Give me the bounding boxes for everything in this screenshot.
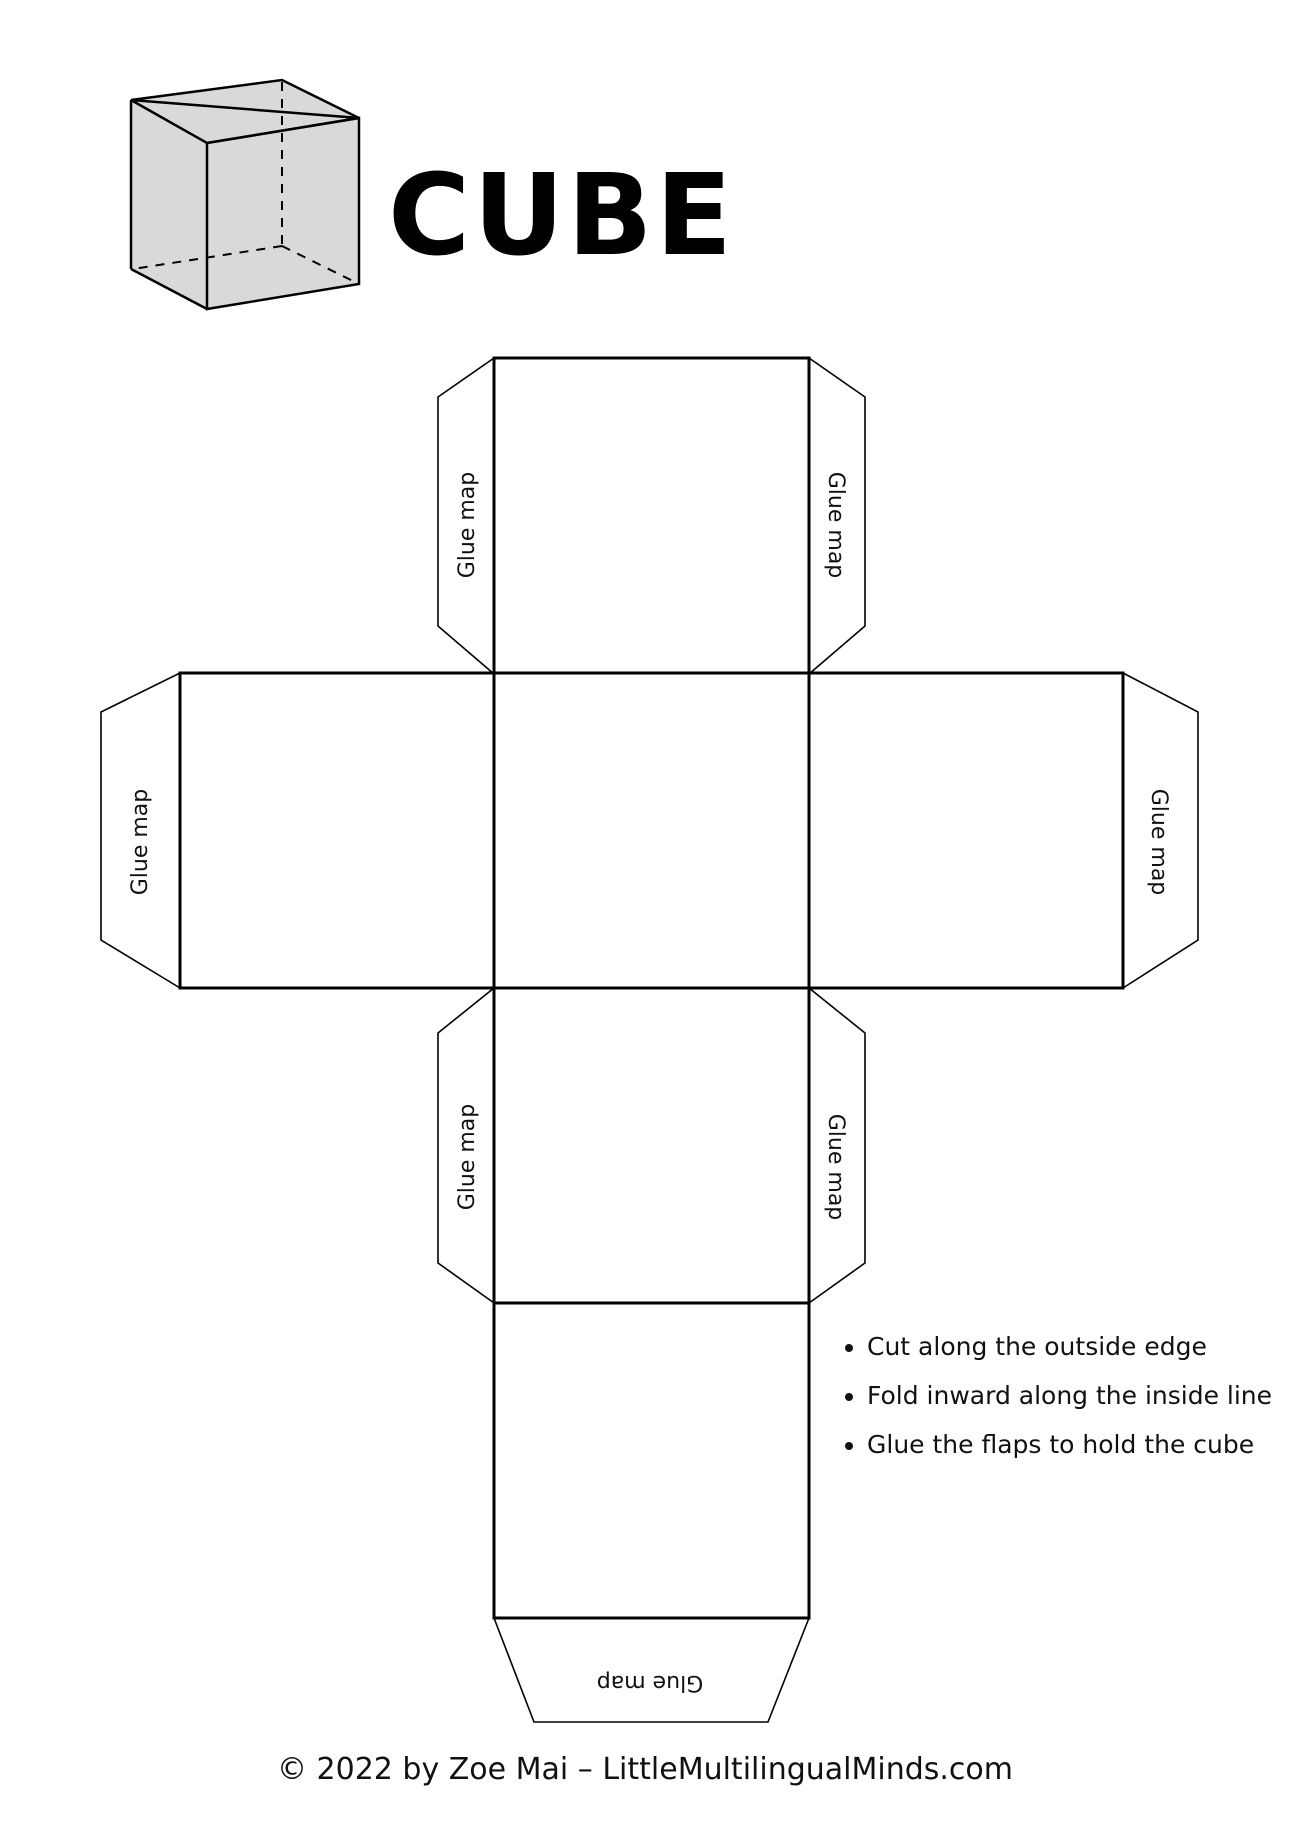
instruction-item: • Cut along the outside edge bbox=[867, 1332, 1272, 1362]
glue-flap-label: Glue map bbox=[823, 471, 848, 579]
glue-flap-label: Glue map bbox=[596, 1670, 704, 1695]
glue-flap bbox=[494, 1618, 809, 1722]
cube-face bbox=[494, 988, 809, 1303]
glue-flap-label: Glue map bbox=[128, 788, 153, 896]
glue-flap-label: Glue map bbox=[1146, 788, 1171, 896]
cube-face bbox=[180, 673, 494, 988]
instructions-list bbox=[845, 1332, 1272, 1479]
instruction-item: • Fold inward along the inside line bbox=[867, 1381, 1272, 1411]
glue-flap-label: Glue map bbox=[455, 1103, 480, 1211]
cube-face bbox=[494, 358, 809, 673]
glue-flap-label: Glue map bbox=[455, 471, 480, 579]
instruction-item: • Glue the flaps to hold the cube bbox=[867, 1430, 1272, 1460]
copyright-footer: © 2022 by Zoe Mai – LittleMultilingualMinds.com bbox=[277, 1752, 1013, 1787]
cube-face bbox=[494, 673, 809, 988]
cube-face bbox=[494, 1303, 809, 1618]
page-title: CUBE bbox=[388, 151, 736, 281]
glue-flap-label: Glue map bbox=[823, 1113, 848, 1221]
cube-face bbox=[809, 673, 1123, 988]
